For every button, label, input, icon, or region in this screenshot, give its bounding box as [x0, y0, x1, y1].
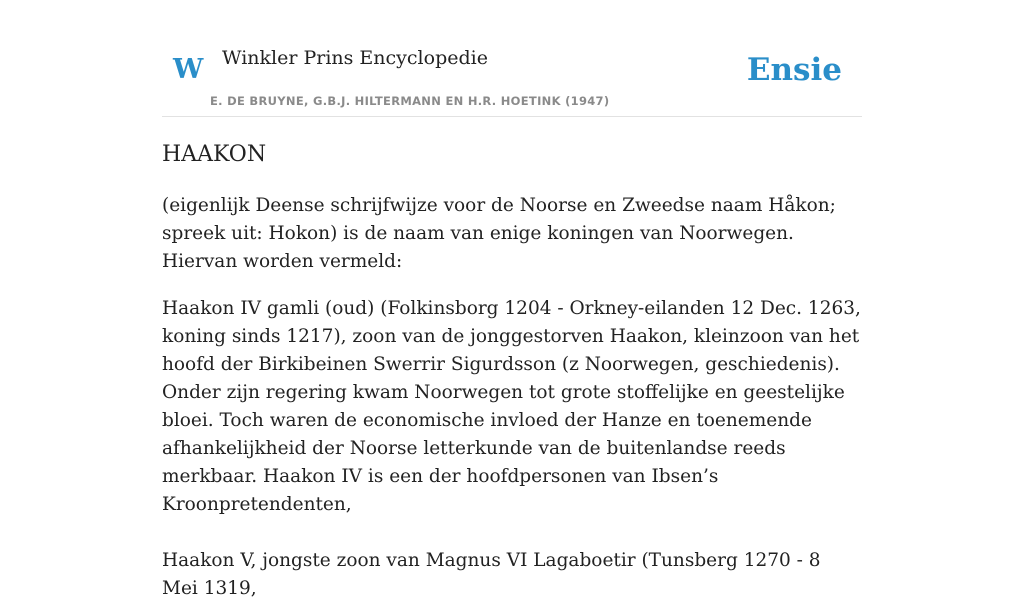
entry-paragraph-intro: (eigenlijk Deense schrijfwijze voor de Noorse en Zweedse naam Håkon; spreek uit: Hokon) is de naam van enige koningen van Noorwegen. Hiervan worden vermeld: [162, 195, 836, 272]
source-authors: E. DE BRUYNE, G.B.J. HILTERMANN EN H.R. HOETINK (1947) [210, 94, 610, 108]
entry-content [162, 137, 862, 603]
source-logo[interactable]: W [173, 54, 204, 85]
site-header [162, 0, 862, 117]
source-title[interactable]: Winkler Prins Encyclopedie [222, 47, 488, 69]
entry-paragraph-haakon-iv: Haakon IV gamli (oud) (Folkinsborg 1204 - Orkney-eilanden 12 Dec. 1263, koning sinds 1217), zoon van de jonggestorven Haakon, kleinzoon van het hoofd der Birkibeinen Swerrir Sigurdsson (z Noorwegen, geschiedenis). Onder zijn regering kwam Noorwegen tot grote stoffelijke en geestelijke bloei. Toch waren de economische invloed der Hanze en toenemende afhankelijkheid der Noorse letterkunde van de buitenlandse reeds merkbaar. Haakon IV is een der hoofdpersonen van Ibsen’s Kroonpretendenten, [162, 298, 861, 515]
entry-paragraph-haakon-v: Haakon V, jongste zoon van Magnus VI Lagaboetir (Tunsberg 1270 - 8 Mei 1319, [162, 550, 821, 599]
ensie-logo[interactable]: Ensie [746, 52, 842, 88]
entry-title: HAAKON [162, 142, 267, 167]
